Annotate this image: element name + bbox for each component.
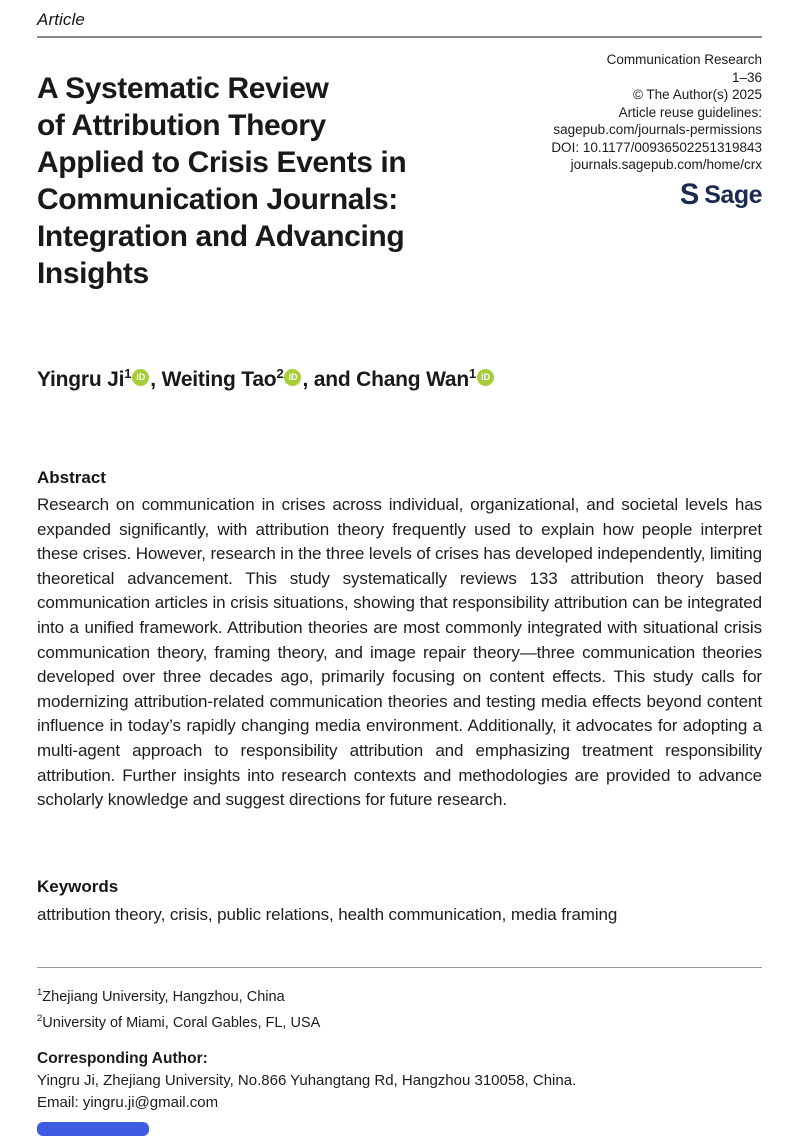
corresponding-author-heading: Corresponding Author:	[37, 1049, 208, 1067]
keywords-section	[37, 876, 762, 927]
affiliation-mark: 1	[124, 366, 132, 381]
sage-s-icon: S	[679, 178, 700, 211]
keywords-heading: Keywords	[37, 877, 119, 896]
title-line: A Systematic Review	[37, 72, 329, 105]
affiliation-text: Zhejiang University, Hangzhou, China	[42, 988, 285, 1005]
affiliation-text: University of Miami, Coral Gables, FL, USA	[42, 1015, 321, 1032]
title-line: Integration and Advancing	[37, 220, 405, 253]
author-separator: , and	[302, 368, 357, 391]
sage-wordmark: Sage	[704, 180, 762, 209]
permissions-link[interactable]: sagepub.com/journals-permissions	[553, 122, 762, 137]
affiliation-mark: 1	[469, 366, 477, 381]
affiliation-footnotes	[37, 982, 762, 1035]
author-line	[37, 360, 762, 394]
abstract-section	[37, 467, 762, 865]
article-type-label: Article	[37, 10, 85, 29]
orcid-icon[interactable]: iD	[284, 369, 301, 386]
next-element-partial-bar	[37, 1122, 149, 1136]
corresponding-author-email-line	[37, 1092, 762, 1114]
affiliation-line	[37, 982, 762, 1008]
abstract-heading: Abstract	[37, 468, 106, 487]
orcid-icon[interactable]: iD	[132, 369, 149, 386]
affiliation-mark: 1	[37, 987, 43, 998]
title-line: Communication Journals:	[37, 183, 398, 216]
doi-line[interactable]: DOI: 10.1177/00936502251319843	[551, 139, 762, 155]
author-name: Weiting Tao	[161, 368, 277, 391]
affiliation-line	[37, 1008, 762, 1034]
journal-name: Communication Research	[606, 52, 762, 67]
email-label: Email:	[37, 1093, 83, 1111]
email-link[interactable]: yingru.ji@gmail.com	[82, 1093, 219, 1111]
title-line: Insights	[37, 257, 149, 290]
journal-meta-block	[512, 51, 762, 292]
journal-home-link[interactable]: journals.sagepub.com/home/crx	[570, 157, 762, 172]
title-line: of Attribution Theory	[37, 109, 326, 142]
copyright-line: © The Author(s) 2025	[632, 87, 762, 102]
sage-logo	[512, 180, 762, 210]
title-line: Applied to Crisis Events in	[37, 146, 407, 179]
reuse-guidelines-label: Article reuse guidelines:	[618, 104, 762, 120]
footnote-divider	[37, 967, 762, 968]
page-range: 1–36	[731, 69, 762, 85]
header-row	[37, 51, 762, 292]
affiliation-mark: 2	[37, 1013, 43, 1025]
corresponding-author-address: Yingru Ji, Zhejiang University, No.866 Yuhangtang Rd, Hangzhou 310058, China.	[37, 1071, 577, 1089]
corresponding-author-block	[37, 1048, 762, 1114]
keywords-text: attribution theory, crisis, public relations, health communication, media framing	[37, 905, 618, 924]
abstract-text: Research on communication in crises across individual, organizational, and societal levels has expanded significantly, with attribution theory frequently used to explain how people interpret these crises. However, research in the three levels of crises has developed independently, limiting theoretical advancement. This study systematically reviews 133 attribution theory based communication articles in crisis situations, showing that responsibility attribution can be integrated into a unified framework. Attribution theories are most commonly integrated with situational crisis communication theory, framing theory, and image repair theory—three communication theories developed over three decades ago, primarily focusing on content effects. This study calls for modernizing attribution-related communication theories and testing media effects beyond content influence in today’s rapidly changing media environment. Additionally, it advocates for adopting a multi-agent approach to responsibility attribution and emphasizing treatment responsibility attribution. Further insights into research contexts and methodologies are provided to advance scholarly knowledge and suggest directions for future research.	[37, 495, 762, 810]
paper-title	[37, 70, 477, 292]
author-name: Yingru Ji	[37, 368, 125, 391]
author-separator: ,	[150, 368, 162, 391]
affiliation-mark: 2	[276, 366, 284, 381]
author-name: Chang Wan	[356, 368, 470, 391]
header-rule	[37, 36, 762, 38]
orcid-icon[interactable]: iD	[477, 369, 494, 386]
